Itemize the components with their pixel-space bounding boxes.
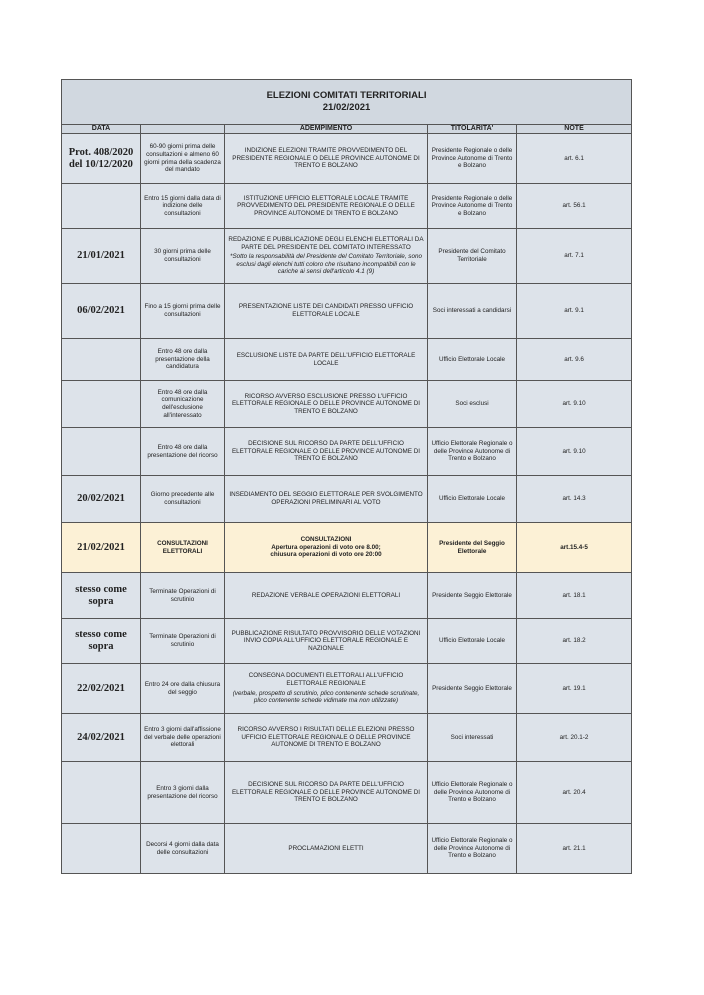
adempimento-text: REDAZIONE VERBALE OPERAZIONI ELETTORALI	[251, 591, 401, 599]
table-row	[62, 134, 632, 184]
adempimento-text: ESCLUSIONE LISTE DA PARTE DELL'UFFICIO ELETTORALE LOCALE	[236, 351, 416, 367]
timing-cell: 60-90 giorni prima delle consultazioni e almeno 60 giorni prima della scadenza del mandato	[141, 134, 225, 184]
note-cell: art. 9.10	[517, 381, 632, 428]
date-cell	[62, 381, 141, 428]
date-cell	[62, 184, 141, 229]
titolarita-cell: Ufficio Elettorale Regionale o delle Province Autonome di Trento e Bolzano	[428, 428, 517, 476]
note-cell: art. 6.1	[517, 134, 632, 184]
adempimento-cell	[225, 134, 428, 184]
date-cell: stesso come sopra	[62, 619, 141, 664]
note-cell: art. 14.3	[517, 476, 632, 523]
titolarita-cell: Soci interessati a candidarsi	[428, 284, 517, 339]
table-row	[62, 284, 632, 339]
note-cell: art. 9.6	[517, 339, 632, 381]
table-row	[62, 714, 632, 762]
timing-cell: Fino a 15 giorni prima delle consultazioni	[141, 284, 225, 339]
table-row	[62, 573, 632, 619]
note-cell: art. 56.1	[517, 184, 632, 229]
adempimento-text: RICORSO AVVERSO ESCLUSIONE PRESSO L'UFFICIO ELETTORALE REGIONALE O DELLE PROVINCE AUTONOME DI TRENTO E BOLZANO	[231, 392, 421, 415]
date-cell: stesso come sopra	[62, 573, 141, 619]
elections-schedule-table	[61, 79, 632, 874]
adempimento-text: INSEDIAMENTO DEL SEGGIO ELETTORALE PER SVOLGIMENTO OPERAZIONI PRELIMINARI AL VOTO	[229, 491, 423, 506]
titolarita-cell: Presidente del Comitato Territoriale	[428, 229, 517, 284]
header-titolarita: TITOLARITA'	[428, 125, 517, 134]
title-row	[62, 80, 632, 125]
date-cell	[62, 339, 141, 381]
titolarita-cell: Soci esclusi	[428, 381, 517, 428]
note-cell: art. 19.1	[517, 664, 632, 714]
date-cell	[62, 824, 141, 874]
table-row	[62, 664, 632, 714]
adempimento-text: REDAZIONE E PUBBLICAZIONE DEGLI ELENCHI ELETTORALI DA PARTE DEL PRESIDENTE DEL COMITATO INTERESSATO	[228, 236, 424, 251]
date-cell: 21/01/2021	[62, 229, 141, 284]
adempimento-detail: Apertura operazioni di voto ore 8.00;	[271, 543, 381, 551]
timing-cell: Terminate Operazioni di scrutinio	[141, 619, 225, 664]
title-line-1: ELEZIONI COMITATI TERRITORIALI	[266, 90, 427, 101]
adempimento-note: (verbale, prospetto di scrutinio, plico contenente schede scrutinate, plico contenente schede vidimate ma non utilizzate)	[232, 689, 420, 705]
adempimento-text: DECISIONE SUL RICORSO DA PARTE DELL'UFFICIO ELETTORALE REGIONALE O DELLE PROVINCE AUTONOME DI TRENTO E BOLZANO	[231, 781, 421, 804]
table-row	[62, 339, 632, 381]
adempimento-text: INDIZIONE ELEZIONI TRAMITE PROVVEDIMENTO DEL PRESIDENTE REGIONALE O DELLE PROVINCE AUTONOME DI TRENTO E BOLZANO	[232, 147, 420, 170]
adempimento-cell	[225, 714, 428, 762]
table-row	[62, 619, 632, 664]
note-cell: art. 9.1	[517, 284, 632, 339]
adempimento-cell	[225, 523, 428, 573]
timing-cell: Terminate Operazioni di scrutinio	[141, 573, 225, 619]
date-cell: Prot. 408/2020 del 10/12/2020	[62, 134, 141, 184]
adempimento-text: CONSEGNA DOCUMENTI ELETTORALI ALL'UFFICIO ELETTORALE REGIONALE	[248, 672, 404, 687]
timing-cell: Decorsi 4 giorni dalla data delle consultazioni	[141, 824, 225, 874]
timing-cell: Entro 48 ore dalla presentazione della candidatura	[141, 339, 225, 381]
header-row	[62, 125, 632, 134]
adempimento-text: PRESENTAZIONE LISTE DEI CANDIDATI PRESSO UFFICIO ELETTORALE LOCALE	[238, 303, 414, 318]
titolarita-cell: Ufficio Elettorale Locale	[428, 339, 517, 381]
timing-cell: 30 giorni prima delle consultazioni	[141, 229, 225, 284]
table-row	[62, 381, 632, 428]
titolarita-cell: Presidente Seggio Elettorale	[428, 573, 517, 619]
adempimento-cell	[225, 184, 428, 229]
note-cell: art. 9.10	[517, 428, 632, 476]
titolarita-cell: Presidente Regionale o delle Province Autonome di Trento e Bolzano	[428, 184, 517, 229]
titolarita-cell: Presidente Seggio Elettorale	[428, 664, 517, 714]
note-cell: art.15.4-5	[517, 523, 632, 573]
date-cell: 06/02/2021	[62, 284, 141, 339]
adempimento-cell	[225, 339, 428, 381]
titolarita-cell: Presidente Regionale o delle Province Autonome di Trento e Bolzano	[428, 134, 517, 184]
header-adempimento: ADEMPIMENTO	[225, 125, 428, 134]
titolarita-cell: Ufficio Elettorale Locale	[428, 619, 517, 664]
adempimento-cell	[225, 284, 428, 339]
date-cell: 24/02/2021	[62, 714, 141, 762]
date-cell: 20/02/2021	[62, 476, 141, 523]
timing-cell: Entro 3 giorni dall'affissione del verbale delle operazioni elettorali	[141, 714, 225, 762]
note-cell: art. 20.1-2	[517, 714, 632, 762]
adempimento-cell	[225, 762, 428, 824]
adempimento-cell	[225, 664, 428, 714]
titolarita-cell: Ufficio Elettorale Locale	[428, 476, 517, 523]
date-cell: 21/02/2021	[62, 523, 141, 573]
adempimento-cell	[225, 619, 428, 664]
adempimento-note: *Sotto la responsabilità del Presidente del Comitato Territoriale, sono esclusi dagli elenchi tutti coloro che risultano incompatibili con le cariche ai sensi dell'articolo 4.1 (9)	[230, 253, 422, 276]
titolarita-cell: Soci interessati	[428, 714, 517, 762]
table-body	[62, 134, 632, 874]
note-cell: art. 21.1	[517, 824, 632, 874]
date-cell: 22/02/2021	[62, 664, 141, 714]
note-cell: art. 7.1	[517, 229, 632, 284]
adempimento-cell	[225, 381, 428, 428]
document-title	[62, 80, 632, 125]
note-cell: art. 18.1	[517, 573, 632, 619]
adempimento-text: RICORSO AVVERSO I RISULTATI DELLE ELEZIONI PRESSO UFFICIO ELETTORALE REGIONALE O DELLE PROVINCE AUTONOME DI TRENTO E BOLZANO	[237, 726, 415, 749]
adempimento-text: CONSULTAZIONI	[300, 536, 352, 544]
adempimento-text: PROCLAMAZIONI ELETTI	[288, 844, 364, 852]
adempimento-cell	[225, 428, 428, 476]
header-blank	[141, 125, 225, 134]
table-row	[62, 184, 632, 229]
timing-cell: Entro 48 ore dalla presentazione del ricorso	[141, 428, 225, 476]
timing-cell: CONSULTAZIONI ELETTORALI	[141, 523, 225, 573]
timing-cell: Entro 24 ore dalla chiusura del seggio	[141, 664, 225, 714]
adempimento-cell	[225, 476, 428, 523]
table-row	[62, 476, 632, 523]
date-cell	[62, 762, 141, 824]
table-row	[62, 824, 632, 874]
title-line-2: 21/02/2021	[322, 102, 371, 113]
adempimento-cell	[225, 573, 428, 619]
adempimento-cell	[225, 824, 428, 874]
titolarita-cell: Ufficio Elettorale Regionale o delle Province Autonome di Trento e Bolzano	[428, 824, 517, 874]
table-row	[62, 762, 632, 824]
date-cell	[62, 428, 141, 476]
table-row	[62, 428, 632, 476]
header-data: DATA	[62, 125, 141, 134]
timing-cell: Entro 3 giorni dalla presentazione del ricorso	[141, 762, 225, 824]
note-cell: art. 18.2	[517, 619, 632, 664]
adempimento-text: PUBBLICAZIONE RISULTATO PROVVISORIO DELLE VOTAZIONI INVIO COPIA ALL'UFFICIO ELETTORALE REGIONALE E NAZIONALE	[231, 629, 421, 652]
note-cell: art. 20.4	[517, 762, 632, 824]
header-note: NOTE	[517, 125, 632, 134]
adempimento-cell	[225, 229, 428, 284]
adempimento-text: ISTITUZIONE UFFICIO ELETTORALE LOCALE TRAMITE PROVVEDIMENTO DEL PRESIDENTE REGIONALE O DELLE PROVINCE AUTONOME DI TRENTO E BOLZANO	[237, 194, 415, 217]
timing-cell: Entro 15 giorni dalla data di indizione delle consultazioni	[141, 184, 225, 229]
timing-cell: Entro 48 ore dalla comunicazione dell'esclusione all'interessato	[141, 381, 225, 428]
table-row	[62, 229, 632, 284]
adempimento-detail: chiusura operazioni di voto ore 20:00	[270, 551, 382, 559]
titolarita-cell: Ufficio Elettorale Regionale o delle Province Autonome di Trento e Bolzano	[428, 762, 517, 824]
table-row	[62, 523, 632, 573]
adempimento-text: DECISIONE SUL RICORSO DA PARTE DELL'UFFICIO ELETTORALE REGIONALE O DELLE PROVINCE AUTONOME DI TRENTO E BOLZANO	[231, 440, 421, 463]
titolarita-cell: Presidente del Seggio Elettorale	[428, 523, 517, 573]
timing-cell: Giorno precedente alle consultazioni	[141, 476, 225, 523]
